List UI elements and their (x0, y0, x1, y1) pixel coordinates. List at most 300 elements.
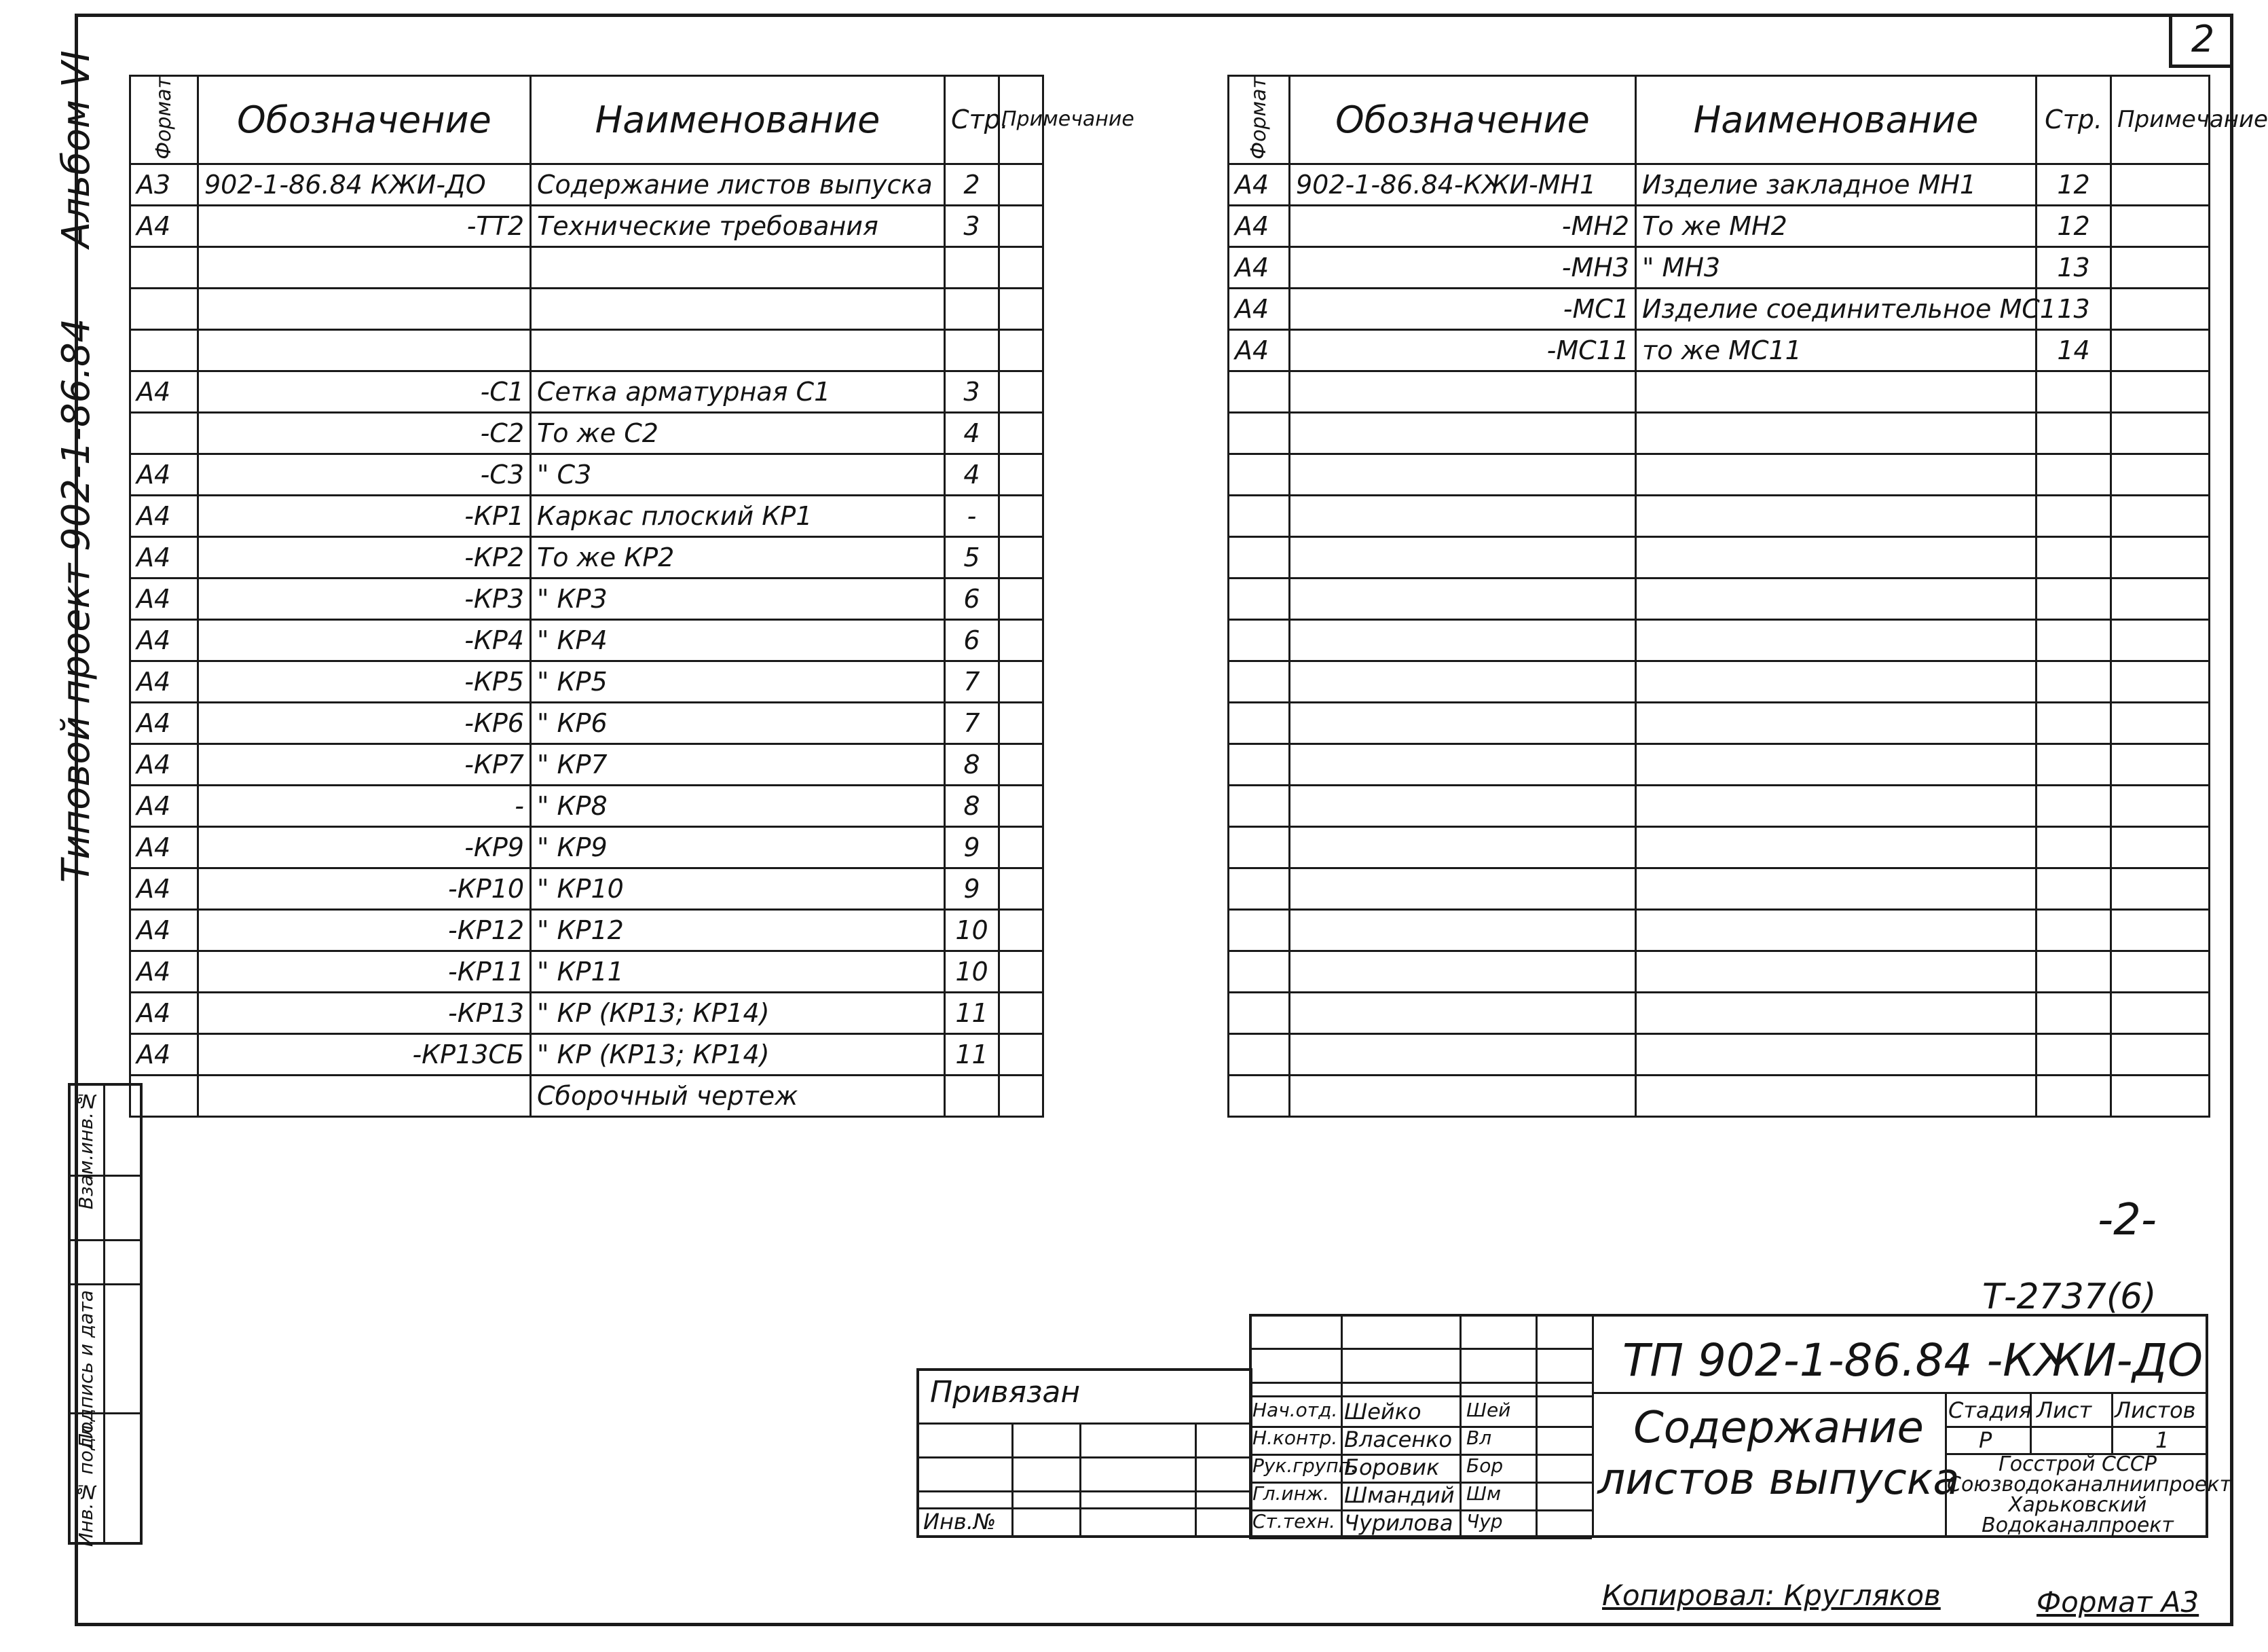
page-cell (2037, 578, 2111, 619)
page-cell (2037, 826, 2111, 868)
note-cell (999, 1075, 1043, 1116)
name-cell: " КР3 (531, 578, 945, 619)
name-cell: " КР10 (531, 868, 945, 909)
note-cell (999, 702, 1043, 744)
page-cell: 9 (945, 826, 999, 868)
signer-role: Рук.групп. (1252, 1454, 1357, 1477)
designation-cell (1290, 412, 1636, 454)
format-cell: А4 (130, 661, 198, 702)
note-cell (2111, 619, 2210, 661)
name-cell: " КР11 (531, 951, 945, 992)
right-spec-row (1229, 536, 2210, 578)
note-cell (2111, 371, 2210, 412)
right-spec-row (1229, 205, 2210, 246)
designation-cell (1290, 868, 1636, 909)
signer-role: Гл.инж. (1252, 1482, 1330, 1505)
organization (1947, 1452, 2231, 1537)
privyazan-label: Привязан (930, 1375, 1081, 1410)
sheets-label: Листов (2115, 1397, 2196, 1423)
right-spec-row (1229, 454, 2210, 495)
designation-cell (1290, 992, 1636, 1033)
org-line: Харьковский (2008, 1493, 2147, 1517)
page-cell: 11 (945, 1033, 999, 1075)
format-cell: А4 (130, 578, 198, 619)
designation-cell: -КР1 (198, 495, 531, 536)
name-cell (531, 288, 945, 329)
note-cell (999, 164, 1043, 205)
paper-format: Формат А3 (2037, 1585, 2199, 1619)
designation-cell: -КР9 (198, 826, 531, 868)
note-cell (999, 246, 1043, 288)
format-cell (1229, 371, 1290, 412)
format-cell (1229, 785, 1290, 826)
format-cell: А4 (1229, 164, 1290, 205)
doc-code: Т-2737(6) (1982, 1277, 2157, 1317)
signer-signature: Шм (1466, 1482, 1502, 1505)
left-spec-row (130, 744, 1043, 785)
page-cell: 7 (945, 702, 999, 744)
designation-cell: -КР13 (198, 992, 531, 1033)
page-cell: 7 (945, 661, 999, 702)
name-cell: " КР6 (531, 702, 945, 744)
note-cell (2111, 495, 2210, 536)
format-cell: А4 (130, 536, 198, 578)
page-cell: 5 (945, 536, 999, 578)
page-cell (2037, 1075, 2111, 1116)
page-cell (2037, 619, 2111, 661)
left-spec-row (130, 536, 1043, 578)
signer-signature: Вл (1466, 1427, 1492, 1449)
inv-vzam-label: Взам.инв.№ (75, 1090, 97, 1210)
name-cell (1636, 785, 2037, 826)
format-cell: А4 (130, 744, 198, 785)
right-spec-row (1229, 744, 2210, 785)
name-cell (1636, 1075, 2037, 1116)
format-cell (1229, 1033, 1290, 1075)
name-cell (1636, 992, 2037, 1033)
sheet-number-box (2169, 14, 2233, 68)
format-cell (130, 288, 198, 329)
designation-cell (1290, 661, 1636, 702)
name-cell: Изделие закладное МН1 (1636, 164, 2037, 205)
page-cell: 11 (945, 992, 999, 1033)
designation-cell: -КР2 (198, 536, 531, 578)
designation-cell: -КР3 (198, 578, 531, 619)
note-cell (2111, 785, 2210, 826)
designation-cell (1290, 619, 1636, 661)
header-page-right: Стр. (2037, 76, 2111, 164)
note-cell (2111, 868, 2210, 909)
page-cell (2037, 785, 2111, 826)
note-cell (999, 412, 1043, 454)
page-cell (2037, 909, 2111, 951)
name-cell: Сетка арматурная С1 (531, 371, 945, 412)
format-cell: А4 (130, 454, 198, 495)
name-cell (531, 246, 945, 288)
right-spec-row (1229, 992, 2210, 1033)
designation-cell: -С1 (198, 371, 531, 412)
designation-cell: -С2 (198, 412, 531, 454)
page-cell: 12 (2037, 164, 2111, 205)
format-cell (1229, 495, 1290, 536)
page-cell: 8 (945, 744, 999, 785)
header-designation-right: Обозначение (1290, 76, 1636, 164)
project-code: ТП 902-1-86.84 -КЖИ-ДО (1622, 1334, 2203, 1387)
designation-cell: -МН2 (1290, 205, 1636, 246)
left-spec-row (130, 164, 1043, 205)
right-spec-row (1229, 619, 2210, 661)
page-cell: 13 (2037, 246, 2111, 288)
name-cell (1636, 536, 2037, 578)
left-spec-row (130, 785, 1043, 826)
designation-cell: -КР11 (198, 951, 531, 992)
format-cell (1229, 951, 1290, 992)
designation-cell (198, 246, 531, 288)
name-cell: " КР5 (531, 661, 945, 702)
left-spec-row (130, 661, 1043, 702)
header-page: Стр. (945, 76, 999, 164)
right-spec-row (1229, 371, 2210, 412)
format-cell (1229, 702, 1290, 744)
left-spec-row (130, 1075, 1043, 1116)
name-cell: то же МС11 (1636, 329, 2037, 371)
left-spec-row (130, 246, 1043, 288)
right-spec-table (1227, 75, 2268, 1118)
org-line: Водоканалпроект (1982, 1513, 2174, 1537)
name-cell (1636, 371, 2037, 412)
left-spec-row (130, 412, 1043, 454)
designation-cell: -КР12 (198, 909, 531, 951)
format-cell: А4 (130, 619, 198, 661)
designation-cell: -МН3 (1290, 246, 1636, 288)
page-cell (2037, 661, 2111, 702)
page-cell (2037, 1033, 2111, 1075)
format-cell (1229, 536, 1290, 578)
format-cell: А4 (1229, 288, 1290, 329)
note-cell (999, 454, 1043, 495)
stamp-title: Содержание листов выпуска (1597, 1403, 1960, 1505)
designation-cell (198, 1075, 531, 1116)
sheet-number: 2 (2191, 18, 2215, 60)
designation-cell (1290, 785, 1636, 826)
note-cell (999, 909, 1043, 951)
note-cell (999, 661, 1043, 702)
name-cell (1636, 578, 2037, 619)
format-cell: А4 (130, 951, 198, 992)
designation-cell: -КР10 (198, 868, 531, 909)
right-spec-row (1229, 329, 2210, 371)
format-cell (1229, 868, 1290, 909)
format-cell (130, 1075, 198, 1116)
designation-cell (198, 329, 531, 371)
designation-cell: -МС11 (1290, 329, 1636, 371)
note-cell (999, 371, 1043, 412)
name-cell: " КР8 (531, 785, 945, 826)
left-spec-row (130, 578, 1043, 619)
left-spec-row (130, 205, 1043, 246)
designation-cell: -КР13СБ (198, 1033, 531, 1075)
note-cell (2111, 164, 2210, 205)
right-spec-row (1229, 951, 2210, 992)
note-cell (2111, 412, 2210, 454)
designation-cell: -КР4 (198, 619, 531, 661)
note-cell (999, 329, 1043, 371)
header-format: Формат (130, 76, 198, 164)
right-spec-row (1229, 702, 2210, 744)
format-cell (1229, 619, 1290, 661)
right-spec-row (1229, 826, 2210, 868)
page-cell: 3 (945, 371, 999, 412)
name-cell: " С3 (531, 454, 945, 495)
format-cell: А4 (130, 785, 198, 826)
page-cell: 10 (945, 951, 999, 992)
right-spec-row (1229, 495, 2210, 536)
left-spec-row (130, 702, 1043, 744)
note-cell (2111, 661, 2210, 702)
designation-cell: 902-1-86.84-КЖИ-МН1 (1290, 164, 1636, 205)
page-cell (2037, 454, 2111, 495)
left-spec-row (130, 909, 1043, 951)
stage-value: Р (1979, 1427, 1992, 1453)
designation-cell (198, 288, 531, 329)
note-cell (999, 1033, 1043, 1075)
left-spec-row (130, 826, 1043, 868)
signer-name: Власенко (1344, 1427, 1453, 1452)
right-spec-row (1229, 909, 2210, 951)
page-cell: 6 (945, 578, 999, 619)
right-spec-row (1229, 1075, 2210, 1116)
page-cell: 12 (2037, 205, 2111, 246)
designation-cell: - (198, 785, 531, 826)
format-cell: А4 (1229, 329, 1290, 371)
signer-role: Ст.техн. (1252, 1510, 1336, 1532)
format-cell (1229, 454, 1290, 495)
format-cell: А4 (130, 992, 198, 1033)
name-cell: " МН3 (1636, 246, 2037, 288)
note-cell (999, 992, 1043, 1033)
name-cell (1636, 619, 2037, 661)
note-cell (2111, 1033, 2210, 1075)
name-cell (1636, 495, 2037, 536)
format-cell: А4 (1229, 205, 1290, 246)
page-cell (945, 1075, 999, 1116)
name-cell (531, 329, 945, 371)
note-cell (2111, 578, 2210, 619)
page-cell: 14 (2037, 329, 2111, 371)
designation-cell: -С3 (198, 454, 531, 495)
format-cell (1229, 661, 1290, 702)
name-cell (1636, 702, 2037, 744)
name-cell (1636, 1033, 2037, 1075)
page-cell: 13 (2037, 288, 2111, 329)
right-spec-row (1229, 868, 2210, 909)
signer-signature: Чур (1466, 1510, 1503, 1532)
page-cell: 3 (945, 205, 999, 246)
right-spec-row (1229, 246, 2210, 288)
right-spec-row (1229, 288, 2210, 329)
left-spec-row (130, 495, 1043, 536)
name-cell (1636, 412, 2037, 454)
designation-cell (1290, 826, 1636, 868)
name-cell (1636, 454, 2037, 495)
signer-name: Шмандий (1344, 1482, 1455, 1508)
format-cell: А4 (130, 909, 198, 951)
format-cell: А4 (130, 495, 198, 536)
page-cell (2037, 412, 2111, 454)
name-cell: Технические требования (531, 205, 945, 246)
note-cell (2111, 329, 2210, 371)
left-spec-row (130, 454, 1043, 495)
name-cell (1636, 744, 2037, 785)
signer-name: Шейко (1344, 1399, 1421, 1425)
format-cell (130, 246, 198, 288)
page-mark: -2- (2098, 1195, 2157, 1245)
note-cell (2111, 702, 2210, 744)
page-cell (2037, 868, 2111, 909)
page-cell (2037, 744, 2111, 785)
album-label: Альбом VI (54, 50, 98, 248)
note-cell (999, 826, 1043, 868)
left-spec-row (130, 371, 1043, 412)
format-cell (130, 412, 198, 454)
designation-cell: -КР7 (198, 744, 531, 785)
designation-cell (1290, 454, 1636, 495)
page-cell (2037, 951, 2111, 992)
designation-cell (1290, 495, 1636, 536)
page-cell (945, 246, 999, 288)
page-cell: 4 (945, 412, 999, 454)
page-cell (2037, 702, 2111, 744)
stage-label: Стадия (1948, 1397, 2032, 1423)
note-cell (2111, 205, 2210, 246)
note-cell (999, 288, 1043, 329)
name-cell: " КР4 (531, 619, 945, 661)
name-cell: То же МН2 (1636, 205, 2037, 246)
note-cell (999, 785, 1043, 826)
format-cell (1229, 1075, 1290, 1116)
note-cell (999, 868, 1043, 909)
name-cell: " КР (КР13; КР14) (531, 992, 945, 1033)
name-cell: Сборочный чертеж (531, 1075, 945, 1116)
format-cell (1229, 578, 1290, 619)
designation-cell (1290, 909, 1636, 951)
note-cell (999, 619, 1043, 661)
name-cell (1636, 909, 2037, 951)
sheet-label: Лист (2037, 1397, 2092, 1423)
format-cell: А4 (130, 371, 198, 412)
designation-cell (1290, 578, 1636, 619)
designation-cell (1290, 1033, 1636, 1075)
note-cell (999, 495, 1043, 536)
org-line: Госстрой СССР (1999, 1452, 2157, 1476)
page-cell (945, 329, 999, 371)
format-cell: А4 (130, 868, 198, 909)
designation-cell (1290, 744, 1636, 785)
designation-cell: 902-1-86.84 КЖИ-ДО (198, 164, 531, 205)
project-label: Типовой проект 902-1-86.84 (54, 318, 98, 883)
note-cell (2111, 536, 2210, 578)
note-cell (2111, 992, 2210, 1033)
right-spec-row (1229, 785, 2210, 826)
designation-cell: -МС1 (1290, 288, 1636, 329)
name-cell (1636, 868, 2037, 909)
signer-name: Боровик (1344, 1454, 1440, 1480)
sheets-value: 1 (2155, 1427, 2170, 1453)
left-spec-row (130, 951, 1043, 992)
left-spec-row (130, 288, 1043, 329)
signer-signature: Бор (1466, 1454, 1504, 1477)
format-cell: А4 (130, 205, 198, 246)
format-cell: А4 (130, 1033, 198, 1075)
right-spec-row (1229, 1033, 2210, 1075)
name-cell (1636, 826, 2037, 868)
page-cell: 4 (945, 454, 999, 495)
note-cell (999, 578, 1043, 619)
right-spec-row (1229, 661, 2210, 702)
note-cell (2111, 1075, 2210, 1116)
name-cell (1636, 661, 2037, 702)
name-cell: " КР12 (531, 909, 945, 951)
designation-cell: -КР6 (198, 702, 531, 744)
podpis-label: Подпись и дата (75, 1290, 97, 1448)
note-cell (2111, 246, 2210, 288)
header-name-right: Наименование (1636, 76, 2037, 164)
name-cell: " КР (КР13; КР14) (531, 1033, 945, 1075)
designation-cell (1290, 951, 1636, 992)
page-cell (2037, 992, 2111, 1033)
left-spec-row (130, 1033, 1043, 1075)
note-cell (2111, 454, 2210, 495)
copied-by: Копировал: Кругляков (1602, 1579, 1941, 1612)
format-cell: А4 (130, 702, 198, 744)
left-spec-row (130, 329, 1043, 371)
format-cell (130, 329, 198, 371)
designation-cell (1290, 371, 1636, 412)
name-cell: Каркас плоский КР1 (531, 495, 945, 536)
page-cell: 6 (945, 619, 999, 661)
signer-signature: Шей (1466, 1399, 1511, 1421)
format-cell (1229, 992, 1290, 1033)
header-format-right: Формат (1229, 76, 1290, 164)
page-cell: 8 (945, 785, 999, 826)
format-cell: А4 (130, 826, 198, 868)
name-cell: Содержание листов выпуска (531, 164, 945, 205)
header-name: Наименование (531, 76, 945, 164)
inv-podl-label: Инв.№ подл. (75, 1419, 97, 1547)
left-spec-row (130, 619, 1043, 661)
left-spec-row (130, 868, 1043, 909)
page-cell: - (945, 495, 999, 536)
format-cell (1229, 909, 1290, 951)
note-cell (999, 951, 1043, 992)
note-cell (2111, 826, 2210, 868)
right-spec-row (1229, 164, 2210, 205)
header-note-right: Примечание (2111, 76, 2210, 164)
name-cell: То же С2 (531, 412, 945, 454)
left-spec-table (129, 75, 1134, 1118)
name-cell: " КР9 (531, 826, 945, 868)
note-cell (999, 205, 1043, 246)
designation-cell: -КР5 (198, 661, 531, 702)
page-cell (2037, 495, 2111, 536)
format-cell (1229, 744, 1290, 785)
right-spec-row (1229, 412, 2210, 454)
page-cell: 2 (945, 164, 999, 205)
page-cell: 10 (945, 909, 999, 951)
designation-cell (1290, 536, 1636, 578)
note-cell (2111, 744, 2210, 785)
header-note: Примечание (999, 76, 1043, 164)
